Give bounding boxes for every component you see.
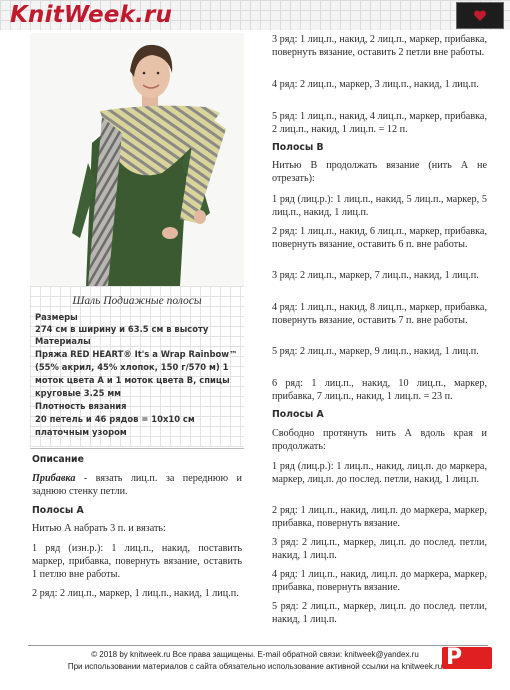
spec-line: 274 см в ширину и 63.5 см в высоту bbox=[35, 324, 209, 334]
stripes-b-intro: Нитью В продолжать вязание (нить А не отрезать): bbox=[272, 160, 487, 185]
page-header bbox=[0, 0, 510, 30]
heart-icon bbox=[473, 10, 487, 22]
instructions-right bbox=[268, 33, 490, 639]
spec-line: 20 петель и 46 рядов = 10х10 см bbox=[35, 414, 195, 424]
pin-watermark-button[interactable] bbox=[442, 647, 492, 669]
row-instruction: 4 ряд: 1 лиц.п., накид, лиц.п. до маркера, маркер, прибавка, повернуть вязание. bbox=[272, 569, 487, 594]
usage-notice: При использовании материалов с сайта обязательно использование активной ссылки на knitweek.ru bbox=[67, 662, 443, 671]
row-instruction: 5 ряд: 1 лиц.п., накид, 4 лиц.п., маркер, прибавка, 2 лиц.п., накид, 1 лиц.п. = 12 п. bbox=[272, 111, 487, 136]
spec-line: (55% акрил, 45% хлопок, 150 г/570 м) 1 bbox=[35, 362, 229, 372]
row-instruction: 3 ряд: 2 лиц.п., маркер, лиц.п. до послед. петли, накид, 1 лиц.п. bbox=[272, 537, 487, 562]
row-instruction: 3 ряд: 2 лиц.п., маркер, 7 лиц.п., накид, 1 лиц.п. bbox=[272, 270, 479, 281]
heart-button[interactable] bbox=[456, 2, 504, 29]
row-instruction: 5 ряд: 2 лиц.п., маркер, лиц.п. до послед. петли, накид, 1 лиц.п. bbox=[272, 601, 487, 626]
spec-line: круговые 3.25 мм bbox=[35, 388, 122, 398]
instructions-left bbox=[30, 452, 244, 642]
increase-definition bbox=[32, 472, 242, 498]
row-instruction: 1 ряд (лиц.р.): 1 лиц.п., накид, лиц.п. до маркера, маркер, лиц.п. до послед. петли, накид, 1 лиц.п. bbox=[272, 461, 487, 486]
spec-line: Размеры bbox=[35, 312, 78, 322]
row-instruction: 2 ряд: 1 лиц.п., накид, лиц.п. до маркера, маркер, прибавка, повернуть вязание. bbox=[272, 505, 487, 530]
row-instruction: 2 ряд: 1 лиц.п., накид, 6 лиц.п., маркер, прибавка, повернуть вязание, оставить 6 п. вне работы. bbox=[272, 226, 487, 251]
row-instruction: 3 ряд: 1 лиц.п., накид, 2 лиц.п., маркер, прибавка, повернуть вязание, оставить 2 петли вне работы. bbox=[272, 34, 487, 59]
shawl-photo bbox=[30, 33, 244, 286]
site-logo[interactable]: KnitWeek.ru bbox=[10, 2, 173, 28]
specs-panel bbox=[30, 286, 244, 447]
footer-divider bbox=[28, 645, 488, 646]
pattern-title: Шаль Подиажные полосы bbox=[72, 295, 202, 307]
spec-line: Материалы bbox=[35, 336, 91, 346]
spec-line: моток цвета А и 1 моток цвета В, спицы bbox=[35, 375, 230, 385]
row-instruction: 4 ряд: 1 лиц.п., накид, 8 лиц.п., маркер, прибавка, повернуть вязание, оставить 7 п. вне работы. bbox=[272, 302, 487, 327]
stripes-b-heading: Полосы В bbox=[272, 142, 324, 153]
spec-line: платочным узором bbox=[35, 427, 127, 437]
copyright-text: © 2018 by knitweek.ru Все права защищены. E-mail обратной связи: knitweek@yandex.ru bbox=[91, 650, 419, 659]
pin-icon: P bbox=[446, 645, 463, 670]
stripes-a-intro: Нитью А набрать 3 п. и вязать: bbox=[32, 523, 166, 534]
row-instruction: 2 ряд: 2 лиц.п., маркер, 1 лиц.п., накид, 1 лиц.п. bbox=[32, 588, 239, 599]
spec-line: Пряжа RED HEART® It's a Wrap Rainbow™ bbox=[35, 349, 238, 359]
stripes-a2-intro: Свободно протянуть нить А вдоль края и продолжать: bbox=[272, 428, 487, 453]
increase-term: Прибавка bbox=[32, 473, 76, 484]
row-instruction: 1 ряд (лиц.р.): 1 лиц.п., накид, 5 лиц.п., маркер, 5 лиц.п., накид, 1 лиц.п. bbox=[272, 194, 487, 219]
row-instruction: 5 ряд: 2 лиц.п., маркер, 9 лиц.п., накид, 1 лиц.п. bbox=[272, 346, 479, 357]
row-instruction: 1 ряд (изн.р.): 1 лиц.п., накид, поставить маркер, прибавка, повернуть вязание, оставить 1 петлю вне работы. bbox=[32, 543, 242, 581]
page-footer bbox=[0, 648, 510, 690]
row-instruction: 6 ряд: 1 лиц.п., накид, 10 лиц.п., маркер, прибавка, 7 лиц.п., накид, 1 лиц.п. = 23 п. bbox=[272, 378, 487, 403]
stripes-a-heading: Полосы А bbox=[32, 505, 84, 516]
spec-line: Плотность вязания bbox=[35, 401, 127, 411]
row-instruction: 4 ряд: 2 лиц.п., маркер, 3 лиц.п., накид, 1 лиц.п. bbox=[272, 79, 479, 90]
section-divider bbox=[30, 448, 244, 449]
description-heading: Описание bbox=[32, 454, 84, 465]
increase-text: - вязать лиц.п. за переднюю и заднюю стенку петли. bbox=[32, 473, 242, 498]
stripes-a2-heading: Полосы А bbox=[272, 409, 324, 420]
